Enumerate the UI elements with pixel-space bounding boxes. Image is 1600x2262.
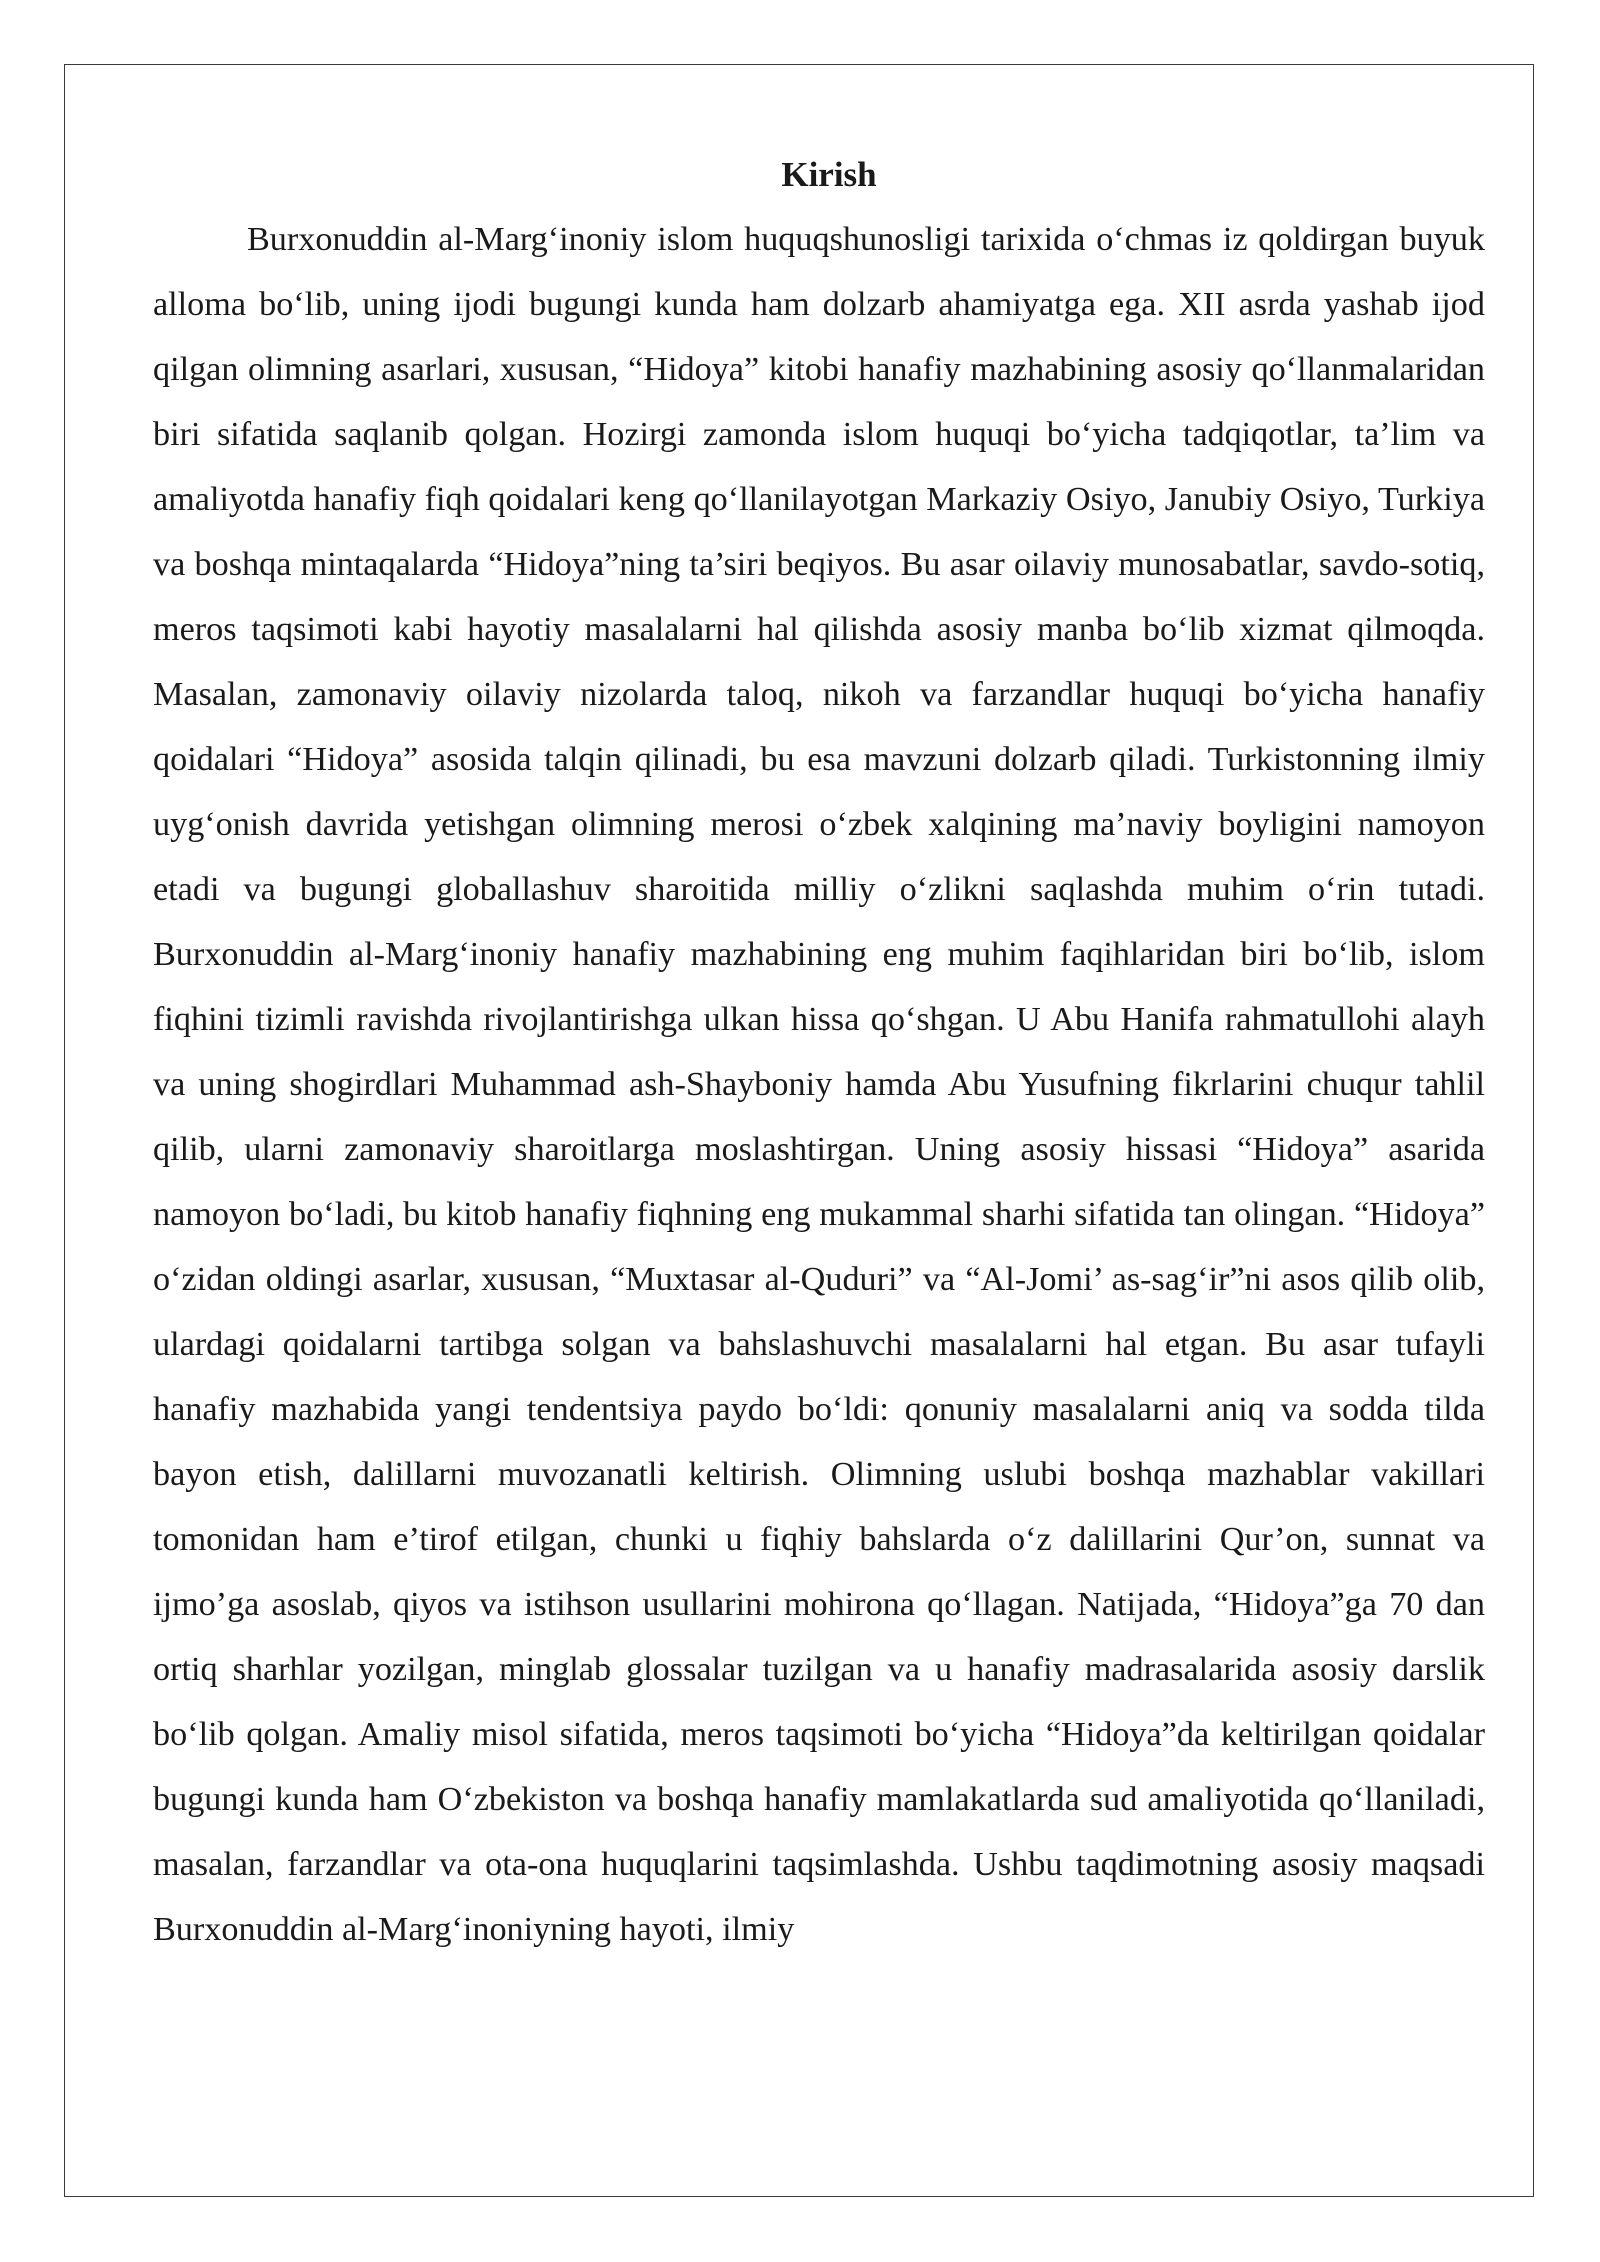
document-title: Kirish (781, 155, 877, 194)
document-content (153, 142, 1485, 1962)
body-paragraph: Burxonuddin al-Marg‘inoniy islom huquqshunosligi tarixida o‘chmas iz qoldirgan buyuk alloma bo‘lib, uning ijodi bugungi kunda ham dolzarb ahamiyatga ega. XII asrda yashab ijod qilgan olimning asarlari, xususan, “Hidoya” kitobi hanafiy mazhabining asosiy qo‘llanmalaridan biri sifatida saqlanib qolgan. Hozirgi zamonda islom huquqi bo‘yicha tadqiqotlar, ta’lim va amaliyotda hanafiy fiqh qoidalari keng qo‘llanilayotgan Markaziy Osiyo, Janubiy Osiyo, Turkiya va boshqa mintaqalarda “Hidoya”ning ta’siri beqiyos. Bu asar oilaviy munosabatlar, savdo-sotiq, meros taqsimoti kabi hayotiy masalalarni hal qilishda asosiy manba bo‘lib xizmat qilmoqda. Masalan, zamonaviy oilaviy nizolarda taloq, nikoh va farzandlar huquqi bo‘yicha hanafiy qoidalari “Hidoya” asosida talqin qilinadi, bu esa mavzuni dolzarb qiladi. Turkistonning ilmiy uyg‘onish davrida yetishgan olimning merosi o‘zbek xalqining ma’naviy boyligini namoyon etadi va bugungi globallashuv sharoitida milliy o‘zlikni saqlashda muhim o‘rin tutadi. Burxonuddin al-Marg‘inoniy hanafiy mazhabining eng muhim faqihlaridan biri bo‘lib, islom fiqhini tizimli ravishda rivojlantirishga ulkan hissa qo‘shgan. U Abu Hanifa rahmatullohi alayh va uning shogirdlari Muhammad ash-Shayboniy hamda Abu Yusufning fikrlarini chuqur tahlil qilib, ularni zamonaviy sharoitlarga moslashtirgan. Uning asosiy hissasi “Hidoya” asarida namoyon bo‘ladi, bu kitob hanafiy fiqhning eng mukammal sharhi sifatida tan olingan. “Hidoya” o‘zidan oldingi asarlar, xususan, “Muxtasar al-Quduri” va “Al-Jomi’ as-sag‘ir”ni asos qilib olib, ulardagi qoidalarni tartibga solgan va bahslashuvchi masalalarni hal etgan. Bu asar tufayli hanafiy mazhabida yangi tendentsiya paydo bo‘ldi: qonuniy masalalarni aniq va sodda tilda bayon etish, dalillarni muvozanatli keltirish. Olimning uslubi boshqa mazhablar vakillari tomonidan ham e’tirof etilgan, chunki u fiqhiy bahslarda o‘z dalillarini Qur’on, sunnat va ijmo’ga asoslab, qiyos va istihson usullarini mohirona qo‘llagan. Natijada, “Hidoya”ga 70 dan ortiq sharhlar yozilgan, minglab glossalar tuzilgan va u hanafiy madrasalarida asosiy darslik bo‘lib qolgan. Amaliy misol sifatida, meros taqsimoti bo‘yicha “Hidoya”da keltirilgan qoidalar bugungi kunda ham O‘zbekiston va boshqa hanafiy mamlakatlarda sud amaliyotida qo‘llaniladi, masalan, farzandlar va ota-ona huquqlarini taqsimlashda. Ushbu taqdimotning asosiy maqsadi Burxonuddin al-Marg‘inoniyning hayoti, ilmiy (153, 221, 1485, 1948)
